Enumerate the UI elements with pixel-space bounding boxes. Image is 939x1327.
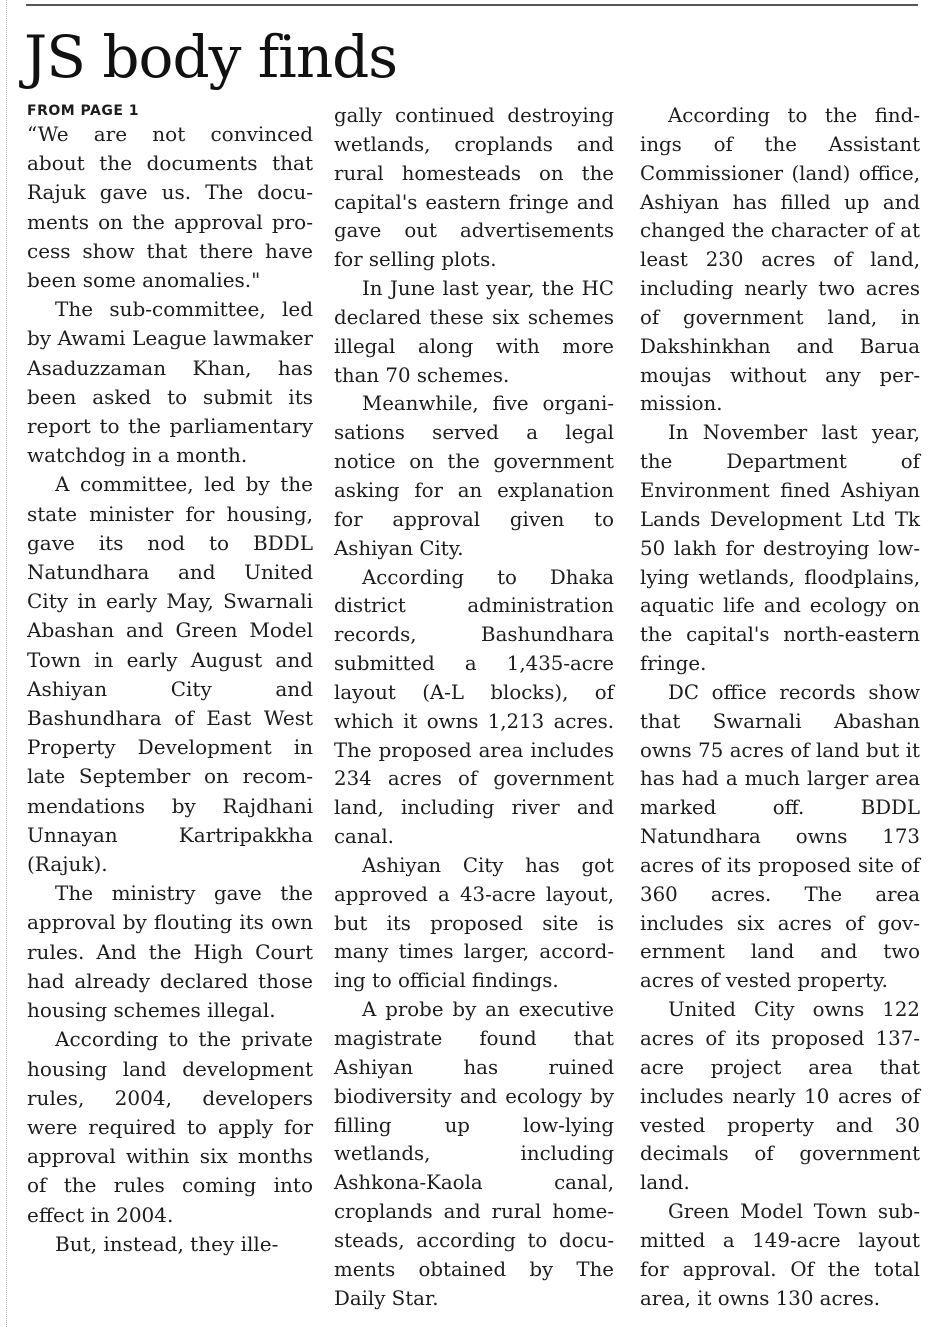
paragraph: Green Model Town submitted a 149-acre layout for approval. Of the total area, it owns 130 acres. — [640, 1200, 920, 1310]
paragraph: A committee, led by the state minister for housing, gave its nod to BDDL Natundhara and United City in early May, Swarnali Abashan and Green Model Town in early August and Ashiyan City and Bashundhara of East West Property Development in late September on recommendations by Rajdhani Unnayan Kartripakkha (Rajuk). — [27, 472, 313, 877]
paragraph: United City owns 122 acres of its proposed 137-acre project area that includes nearly 10 acres of vested property and 30 decimals of government land. — [640, 998, 920, 1195]
top-rule — [26, 4, 918, 6]
article-column-2 — [334, 102, 614, 1313]
paragraph: The sub-committee, led by Awami League lawmaker Asaduzzaman Khan, has been asked to submit its report to the parliamentary watchdog in a month. — [27, 297, 313, 468]
paragraph: In November last year, the Department of Environment fined Ashiyan Lands Development Ltd Tk 50 lakh for destroying low-lying wetlands, floodplains, aquatic life and ecology on the capital's north-eastern fringe. — [640, 421, 920, 676]
paragraph: Ashiyan City has got approved a 43-acre layout, but its proposed site is many times larger, according to official findings. — [334, 853, 614, 993]
paragraph: DC office records show that Swarnali Abashan owns 75 acres of land but it has had a much larger area marked off. BDDL Natundhara owns 173 acres of its proposed site of 360 acres. The area includes six acres of government land and two acres of vested property. — [640, 680, 920, 993]
paragraph: In June last year, the HC declared these six schemes illegal along with more than 70 schemes. — [334, 277, 614, 387]
page-margin-rule — [6, 0, 7, 1327]
headline: JS body finds — [24, 23, 398, 91]
paragraph: Meanwhile, five organisations served a legal notice on the government asking for an explanation for approval given to Ashiyan City. — [334, 392, 614, 560]
paragraph: But, instead, they ille- — [55, 1231, 279, 1256]
paragraph: “We are not convinced about the documents that Rajuk gave us. The documents on the approval process show that there have been some anomalies." — [27, 122, 313, 293]
article-column-1 — [27, 100, 313, 1259]
paragraph: According to Dhaka district administration records, Bashundhara submitted a 1,435-acre layout (A-L blocks), of which it owns 1,213 acres. The proposed area includes 234 acres of government land, including river and canal. — [334, 565, 614, 849]
paragraph: A probe by an executive magistrate found that Ashiyan has ruined biodiversity and ecology by filling up low-lying wetlands, including Ashkona-Kaola canal, croplands and rural homesteads, according to documents obtained by The Daily Star. — [334, 998, 614, 1310]
paragraph: The ministry gave the approval by flouting its own rules. And the High Court had already declared those housing schemes illegal. — [27, 881, 313, 1023]
paragraph: According to the private housing land development rules, 2004, developers were required to apply for approval within six months of the rules coming into effect in 2004. — [27, 1027, 313, 1227]
paragraph: gally continued destroying wetlands, croplands and rural homesteads on the capital's eastern fringe and gave out advertisements for selling plots. — [334, 104, 614, 272]
kicker: FROM PAGE 1 — [27, 103, 140, 119]
paragraph: According to the findings of the Assistant Commissioner (land) office, Ashiyan has filled up and changed the character of at least 230 acres of land, including nearly two acres of government land, in Dakshinkhan and Barua moujas without any permission. — [640, 104, 920, 416]
article-column-3 — [640, 102, 920, 1313]
